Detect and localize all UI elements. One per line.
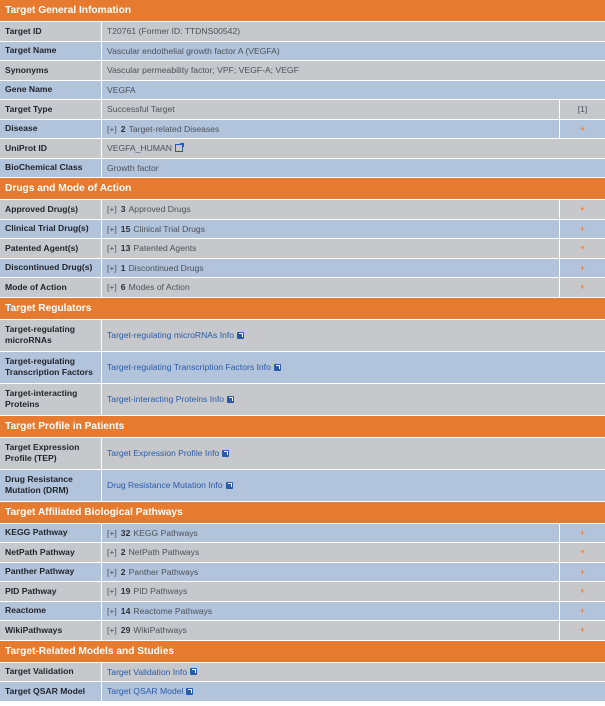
- reactome-expander[interactable]: [102, 602, 559, 621]
- expand-prefix: [+]: [107, 204, 117, 215]
- patented-agents-expander[interactable]: [102, 239, 559, 258]
- section-header-general: Target General Infomation: [0, 0, 605, 22]
- row-label: Mode of Action: [0, 278, 102, 297]
- count: 13: [120, 243, 131, 254]
- expander-text: KEGG Pathways: [133, 527, 198, 538]
- external-link-icon[interactable]: [274, 364, 281, 371]
- expand-prefix: [+]: [107, 566, 117, 577]
- biochem-class-value: Growth factor: [107, 162, 159, 173]
- gene-name-value: VEGFA: [107, 84, 136, 95]
- count: 2: [120, 547, 126, 558]
- row-interacting-proteins: [0, 384, 605, 416]
- expand-prefix: [+]: [107, 282, 117, 293]
- transcription-factors-info-link[interactable]: Target-regulating Transcription Factors Info: [107, 362, 271, 372]
- row-discontinued-drugs: [0, 259, 605, 279]
- row-label: Disease: [0, 120, 102, 139]
- row-label: Target Name: [0, 42, 102, 61]
- row-mode-of-action: [0, 278, 605, 298]
- expand-toggle-button[interactable]: +: [559, 200, 605, 219]
- row-label: Panther Pathway: [0, 563, 102, 582]
- count: 1: [120, 262, 126, 273]
- section-header-models: Target-Related Models and Studies: [0, 641, 605, 663]
- row-label: WikiPathways: [0, 621, 102, 640]
- expand-toggle-button[interactable]: +: [559, 543, 605, 562]
- row-transcription-factors: [0, 352, 605, 384]
- target-name-value: Vascular endothelial growth factor A (VEGFA): [107, 45, 280, 56]
- interacting-proteins-info-link[interactable]: Target-interacting Proteins Info: [107, 394, 225, 404]
- expand-prefix: [+]: [107, 223, 117, 234]
- count: 6: [120, 282, 126, 293]
- row-label: Target QSAR Model: [0, 682, 102, 701]
- row-label: Target-regulating microRNAs: [0, 320, 102, 351]
- expand-toggle-button[interactable]: +: [559, 582, 605, 601]
- row-label: Target ID: [0, 22, 102, 41]
- row-qsar-model: [0, 682, 605, 702]
- expander-text: Modes of Action: [128, 282, 190, 293]
- row-target-validation: [0, 663, 605, 683]
- row-label: Patented Agent(s): [0, 239, 102, 258]
- count: 2: [120, 566, 126, 577]
- expand-toggle-button[interactable]: +: [559, 602, 605, 621]
- clinical-trial-drugs-expander[interactable]: [102, 220, 559, 239]
- row-label: Gene Name: [0, 81, 102, 100]
- row-resistance-mutation: [0, 470, 605, 502]
- expander-text: Clinical Trial Drugs: [133, 223, 205, 234]
- row-label: Target Expression Profile (TEP): [0, 438, 102, 469]
- row-label: Target Type: [0, 100, 102, 119]
- external-link-icon[interactable]: [222, 450, 229, 457]
- section-header-profile: Target Profile in Patients: [0, 416, 605, 438]
- disease-expander[interactable]: [102, 120, 559, 139]
- count: 19: [120, 586, 131, 597]
- row-reactome: [0, 602, 605, 622]
- row-synonyms: [0, 61, 605, 81]
- row-biochem-class: [0, 159, 605, 179]
- row-label: Target Validation: [0, 663, 102, 682]
- expand-toggle-button[interactable]: +: [559, 220, 605, 239]
- expand-toggle-button[interactable]: +: [559, 239, 605, 258]
- row-clinical-trial-drugs: [0, 220, 605, 240]
- external-link-icon[interactable]: [190, 668, 197, 675]
- expand-toggle-button[interactable]: +: [559, 120, 605, 139]
- row-label: BioChemical Class: [0, 159, 102, 178]
- uniprot-link[interactable]: VEGFA_HUMAN: [107, 143, 172, 154]
- target-id-value: T20761 (Former ID: TTDNS00542): [107, 26, 241, 37]
- count: 29: [120, 625, 131, 636]
- row-label: Target-interacting Proteins: [0, 384, 102, 415]
- target-validation-info-link[interactable]: Target Validation Info: [107, 666, 188, 677]
- discontinued-drugs-expander[interactable]: [102, 259, 559, 278]
- expand-prefix: [+]: [107, 605, 117, 616]
- row-approved-drugs: [0, 200, 605, 220]
- qsar-model-link[interactable]: Target QSAR Model: [107, 686, 184, 697]
- expand-toggle-button[interactable]: +: [559, 259, 605, 278]
- panther-expander[interactable]: [102, 563, 559, 582]
- row-gene-name: [0, 81, 605, 101]
- row-label: Clinical Trial Drug(s): [0, 220, 102, 239]
- count: 32: [120, 527, 131, 538]
- row-label: NetPath Pathway: [0, 543, 102, 562]
- expander-text: Target-related Diseases: [128, 123, 220, 134]
- expander-text: NetPath Pathways: [128, 547, 200, 558]
- row-label: PID Pathway: [0, 582, 102, 601]
- count: 3: [120, 204, 126, 215]
- pid-expander[interactable]: [102, 582, 559, 601]
- resistance-mutation-info-link[interactable]: Drug Resistance Mutation Info: [107, 480, 223, 490]
- expand-prefix: [+]: [107, 123, 117, 134]
- row-regulating-micrornas: [0, 320, 605, 352]
- external-link-icon[interactable]: [237, 332, 244, 339]
- row-label: KEGG Pathway: [0, 524, 102, 543]
- count: 2: [120, 123, 126, 134]
- count: 15: [120, 223, 131, 234]
- target-type-value: Successful Target: [107, 104, 175, 115]
- row-label: Target-regulating Transcription Factors: [0, 352, 102, 383]
- row-kegg-pathway: [0, 524, 605, 544]
- expander-text: Approved Drugs: [128, 204, 191, 215]
- expander-text: Discontinued Drugs: [128, 262, 204, 273]
- row-label: Approved Drug(s): [0, 200, 102, 219]
- section-header-regulators: Target Regulators: [0, 298, 605, 320]
- expander-text: Patented Agents: [133, 243, 197, 254]
- expander-text: Panther Pathways: [128, 566, 199, 577]
- external-link-icon[interactable]: [226, 482, 233, 489]
- row-label: Drug Resistance Mutation (DRM): [0, 470, 102, 501]
- mode-of-action-expander[interactable]: [102, 278, 559, 297]
- expander-text: PID Pathways: [133, 586, 188, 597]
- expand-toggle-button[interactable]: +: [559, 278, 605, 297]
- row-label: UniProt ID: [0, 139, 102, 158]
- row-wikipathways: [0, 621, 605, 641]
- expand-prefix: [+]: [107, 625, 117, 636]
- kegg-expander[interactable]: [102, 524, 559, 543]
- approved-drugs-expander[interactable]: [102, 200, 559, 219]
- external-link-icon[interactable]: [175, 144, 183, 152]
- row-disease: [0, 120, 605, 140]
- count: 14: [120, 605, 131, 616]
- row-netpath-pathway: [0, 543, 605, 563]
- expression-profile-info-link[interactable]: Target Expression Profile Info: [107, 448, 220, 458]
- reference-link[interactable]: [1]: [559, 100, 605, 119]
- synonyms-value: Vascular permeability factor; VPF; VEGF-A; VEGF: [107, 65, 299, 76]
- expander-text: WikiPathways: [133, 625, 187, 636]
- expand-prefix: [+]: [107, 243, 117, 254]
- section-header-pathways: Target Affiliated Biological Pathways: [0, 502, 605, 524]
- expand-toggle-button[interactable]: +: [559, 563, 605, 582]
- row-pid-pathway: [0, 582, 605, 602]
- row-target-name: [0, 42, 605, 62]
- micrornas-info-link[interactable]: Target-regulating microRNAs Info: [107, 330, 235, 340]
- external-link-icon[interactable]: [186, 688, 193, 695]
- row-target-id: [0, 22, 605, 42]
- expand-prefix: [+]: [107, 547, 117, 558]
- row-uniprot: [0, 139, 605, 159]
- row-patented-agents: [0, 239, 605, 259]
- row-label: Reactome: [0, 602, 102, 621]
- expand-prefix: [+]: [107, 586, 117, 597]
- netpath-expander[interactable]: [102, 543, 559, 562]
- expand-prefix: [+]: [107, 527, 117, 538]
- expand-toggle-button[interactable]: +: [559, 524, 605, 543]
- section-header-drugs: Drugs and Mode of Action: [0, 178, 605, 200]
- row-target-type: [0, 100, 605, 120]
- wikipathways-expander[interactable]: [102, 621, 559, 640]
- row-label: Synonyms: [0, 61, 102, 80]
- expander-text: Reactome Pathways: [133, 605, 213, 616]
- external-link-icon[interactable]: [227, 396, 234, 403]
- row-label: Discontinued Drug(s): [0, 259, 102, 278]
- expand-toggle-button[interactable]: +: [559, 621, 605, 640]
- row-expression-profile: [0, 438, 605, 470]
- expand-prefix: [+]: [107, 262, 117, 273]
- row-panther-pathway: [0, 563, 605, 583]
